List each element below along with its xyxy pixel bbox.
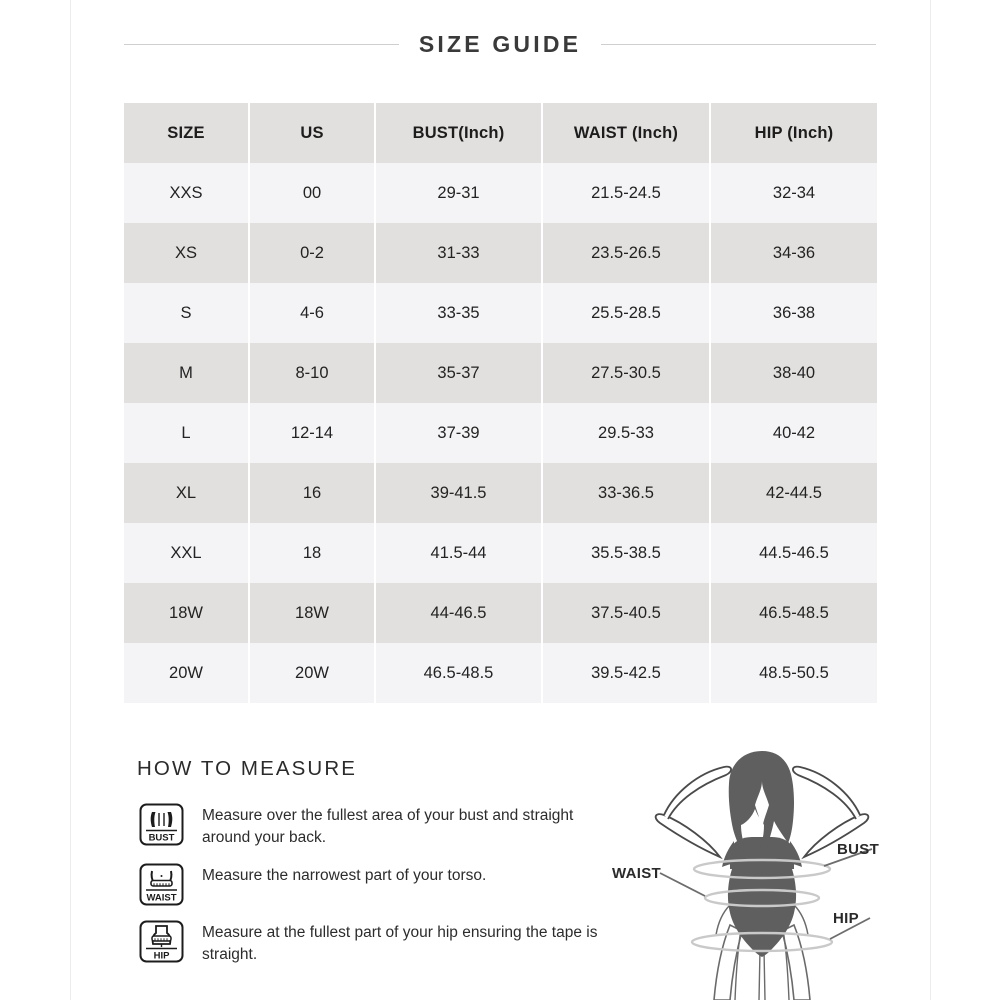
- cell-hip: 42-44.5: [710, 463, 877, 523]
- cell-size: S: [124, 283, 249, 343]
- cell-bust: 41.5-44: [375, 523, 542, 583]
- column-header-us: US: [249, 103, 375, 163]
- measure-text-waist: Measure the narrowest part of your torso.: [202, 867, 487, 884]
- cell-us: 00: [249, 163, 375, 223]
- body-measurement-figure: [612, 745, 912, 1000]
- cell-hip: 38-40: [710, 343, 877, 403]
- cell-waist: 25.5-28.5: [542, 283, 710, 343]
- table-row: [124, 583, 877, 643]
- cell-bust: 46.5-48.5: [375, 643, 542, 703]
- page-title: SIZE GUIDE: [418, 30, 582, 57]
- column-header-size: SIZE: [124, 103, 249, 163]
- table-header-row: [124, 103, 877, 163]
- cell-us: 12-14: [249, 403, 375, 463]
- cell-bust: 39-41.5: [375, 463, 542, 523]
- cell-waist: 29.5-33: [542, 403, 710, 463]
- cell-hip: 44.5-46.5: [710, 523, 877, 583]
- figure-label-bust: BUST: [837, 841, 880, 858]
- measure-item-hip: [139, 920, 619, 966]
- cell-us: 18W: [249, 583, 375, 643]
- hip-tape-icon: [139, 920, 184, 963]
- cell-bust: 37-39: [375, 403, 542, 463]
- cell-waist: 35.5-38.5: [542, 523, 710, 583]
- page-title-row: [124, 26, 876, 62]
- table-body: [124, 163, 877, 703]
- table-row: [124, 343, 877, 403]
- bust-torso-icon: [139, 803, 184, 846]
- table-header: [124, 103, 877, 163]
- cell-waist: 39.5-42.5: [542, 643, 710, 703]
- cell-us: 8-10: [249, 343, 375, 403]
- svg-text:BUST: BUST: [148, 832, 175, 844]
- cell-bust: 31-33: [375, 223, 542, 283]
- column-header-waist: WAIST (Inch): [542, 103, 710, 163]
- figure-label-waist: WAIST: [612, 865, 661, 882]
- cell-size: 20W: [124, 643, 249, 703]
- cell-size: XXS: [124, 163, 249, 223]
- column-header-hip: HIP (Inch): [710, 103, 877, 163]
- cell-waist: 27.5-30.5: [542, 343, 710, 403]
- page-rule-left: [70, 0, 71, 1000]
- cell-us: 0-2: [249, 223, 375, 283]
- cell-waist: 37.5-40.5: [542, 583, 710, 643]
- cell-bust: 29-31: [375, 163, 542, 223]
- cell-size: 18W: [124, 583, 249, 643]
- figure-label-hip: HIP: [833, 910, 859, 927]
- cell-hip: 48.5-50.5: [710, 643, 877, 703]
- table-row: [124, 163, 877, 223]
- table-row: [124, 403, 877, 463]
- size-chart-table: [124, 103, 877, 703]
- measure-item-bust: [139, 803, 619, 849]
- cell-hip: 34-36: [710, 223, 877, 283]
- cell-size: XL: [124, 463, 249, 523]
- table-row: [124, 223, 877, 283]
- cell-us: 20W: [249, 643, 375, 703]
- title-divider-right: [601, 44, 876, 45]
- column-header-bust: BUST(Inch): [375, 103, 542, 163]
- cell-us: 18: [249, 523, 375, 583]
- cell-bust: 33-35: [375, 283, 542, 343]
- page-rule-right: [930, 0, 931, 1000]
- title-divider-left: [124, 44, 399, 45]
- measure-item-waist: [139, 863, 619, 906]
- cell-size: L: [124, 403, 249, 463]
- measure-text-bust: Measure over the fullest area of your bust and straight around your back.: [202, 807, 574, 846]
- table-row: [124, 283, 877, 343]
- cell-hip: 46.5-48.5: [710, 583, 877, 643]
- waist-tape-icon: [139, 863, 184, 906]
- cell-us: 16: [249, 463, 375, 523]
- how-to-measure-list: [139, 803, 619, 980]
- cell-hip: 36-38: [710, 283, 877, 343]
- cell-bust: 44-46.5: [375, 583, 542, 643]
- cell-size: XS: [124, 223, 249, 283]
- cell-hip: 40-42: [710, 403, 877, 463]
- cell-bust: 35-37: [375, 343, 542, 403]
- table-row: [124, 523, 877, 583]
- cell-waist: 33-36.5: [542, 463, 710, 523]
- how-to-measure-title: HOW TO MEASURE: [137, 757, 357, 780]
- measure-text-hip: Measure at the fullest part of your hip ensuring the tape is straight.: [202, 924, 598, 963]
- cell-size: XXL: [124, 523, 249, 583]
- cell-hip: 32-34: [710, 163, 877, 223]
- svg-text:HIP: HIP: [153, 950, 170, 962]
- table-row: [124, 643, 877, 703]
- cell-size: M: [124, 343, 249, 403]
- cell-waist: 23.5-26.5: [542, 223, 710, 283]
- cell-waist: 21.5-24.5: [542, 163, 710, 223]
- table-row: [124, 463, 877, 523]
- cell-us: 4-6: [249, 283, 375, 343]
- svg-text:WAIST: WAIST: [146, 892, 177, 904]
